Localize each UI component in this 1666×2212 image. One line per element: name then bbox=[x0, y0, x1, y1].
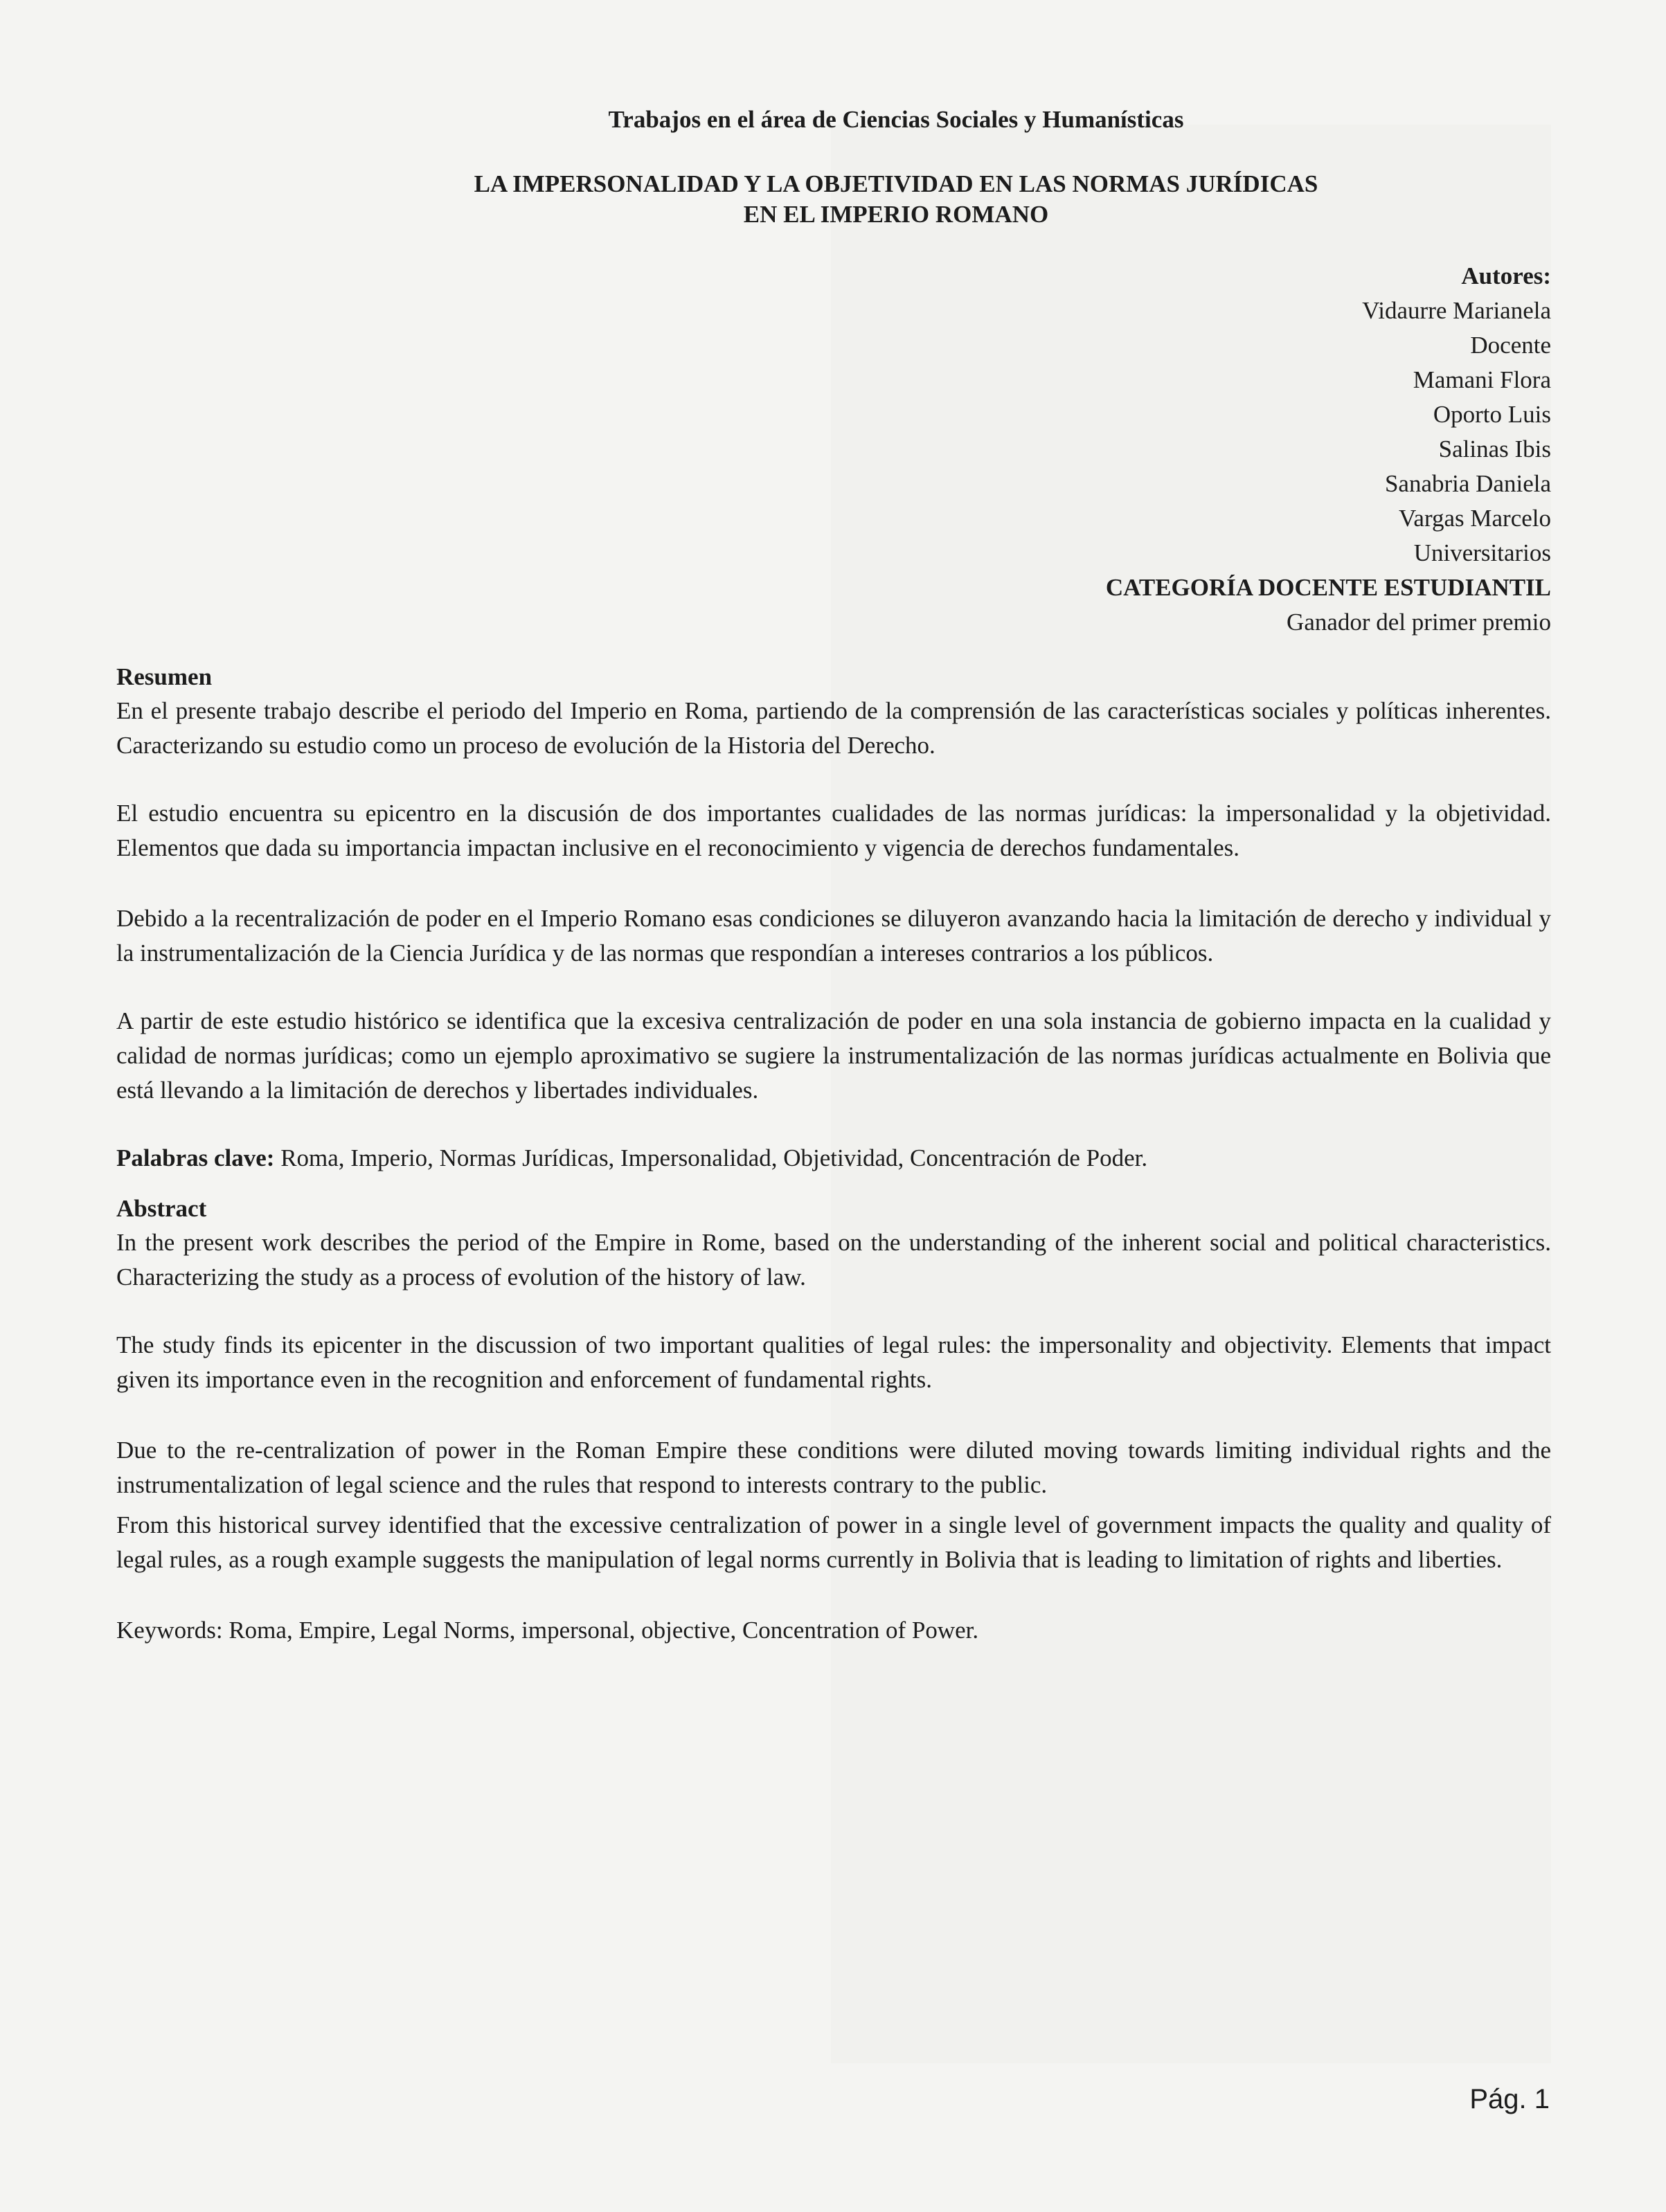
abstract-paragraph: In the present work describes the period of the Empire in Rome, based on the understanding of the inherent social and political characteristics. Characterizing the study as a process of evolution of the history of law. bbox=[116, 1229, 1551, 1291]
keywords-es-label: Palabras clave: bbox=[116, 1144, 275, 1171]
author-line: Docente bbox=[1470, 332, 1551, 359]
authors-block bbox=[116, 259, 1551, 640]
author-line: Vidaurre Marianela bbox=[1362, 297, 1551, 324]
author-line: Universitarios bbox=[1413, 539, 1551, 566]
abstract-heading: Abstract bbox=[116, 1195, 207, 1222]
page-number: Pág. 1 bbox=[1469, 2084, 1550, 2114]
section-heading: Trabajos en el área de Ciencias Sociales y Humanísticas bbox=[608, 106, 1184, 133]
paper-page bbox=[116, 104, 1551, 1648]
keywords-en: Keywords: Roma, Empire, Legal Norms, impersonal, objective, Concentration of Power. bbox=[116, 1617, 979, 1644]
author-line: Mamani Flora bbox=[1413, 366, 1551, 393]
resumen-paragraph: En el presente trabajo describe el periodo del Imperio en Roma, partiendo de la comprensión de las características sociales y políticas inherentes. Caracterizando su estudio como un proceso de evolución de la Historia del Derecho. bbox=[116, 697, 1551, 759]
author-line: Sanabria Daniela bbox=[1384, 470, 1551, 497]
resumen-paragraph: A partir de este estudio histórico se identifica que la excesiva centralización de poder en una sola instancia de gobierno impacta en la cualidad y calidad de normas jurídicas; como un ejemplo aproximativo se sugiere la instrumentalización de las normas jurídicas actualmente en Bolivia que está llevando a la limitación de derechos y libertades individuales. bbox=[116, 1007, 1551, 1104]
keywords-es-text: Roma, Imperio, Normas Jurídicas, Impersonalidad, Objetividad, Concentración de Poder. bbox=[280, 1144, 1148, 1171]
authors-label: Autores: bbox=[1461, 262, 1551, 289]
category-label: CATEGORÍA DOCENTE ESTUDIANTIL bbox=[1105, 574, 1551, 601]
paper-title-line2: EN EL IMPERIO ROMANO bbox=[743, 201, 1049, 228]
abstract-paragraph: Due to the re-centralization of power in the Roman Empire these conditions were diluted moving towards limiting individual rights and the instrumentalization of legal science and the rules that respond to interests contrary to the public. bbox=[116, 1437, 1551, 1498]
abstract-paragraph: From this historical survey identified that the excessive centralization of power in a single level of government impacts the quality and quality of legal rules, as a rough example suggests the manipulation of legal norms currently in Bolivia that is leading to limitation of rights and liberties. bbox=[116, 1511, 1551, 1573]
author-line: Vargas Marcelo bbox=[1399, 505, 1551, 532]
award-label: Ganador del primer premio bbox=[1287, 609, 1551, 636]
author-line: Salinas Ibis bbox=[1438, 435, 1551, 462]
author-line: Oporto Luis bbox=[1433, 401, 1551, 428]
resumen-heading: Resumen bbox=[116, 663, 213, 690]
resumen-paragraph: El estudio encuentra su epicentro en la discusión de dos importantes cualidades de las normas jurídicas: la impersonalidad y la objetividad. Elementos que dada su importancia impactan inclusive en el reconocimiento y vigencia de derechos fundamentales. bbox=[116, 800, 1551, 861]
paper-title bbox=[241, 169, 1551, 230]
keywords-es bbox=[116, 1141, 1551, 1176]
abstract-paragraph: The study finds its epicenter in the discussion of two important qualities of legal rules: the impersonality and objectivity. Elements that impact given its importance even in the recognition and enforcement of fundamental rights. bbox=[116, 1331, 1551, 1393]
paper-title-line1: LA IMPERSONALIDAD Y LA OBJETIVIDAD EN LAS NORMAS JURÍDICAS bbox=[474, 170, 1318, 197]
resumen-paragraph: Debido a la recentralización de poder en el Imperio Romano esas condiciones se diluyeron avanzando hacia la limitación de derecho y individual y la instrumentalización de la Ciencia Jurídica y de las normas que respondían a intereses contrarios a los públicos. bbox=[116, 905, 1551, 966]
